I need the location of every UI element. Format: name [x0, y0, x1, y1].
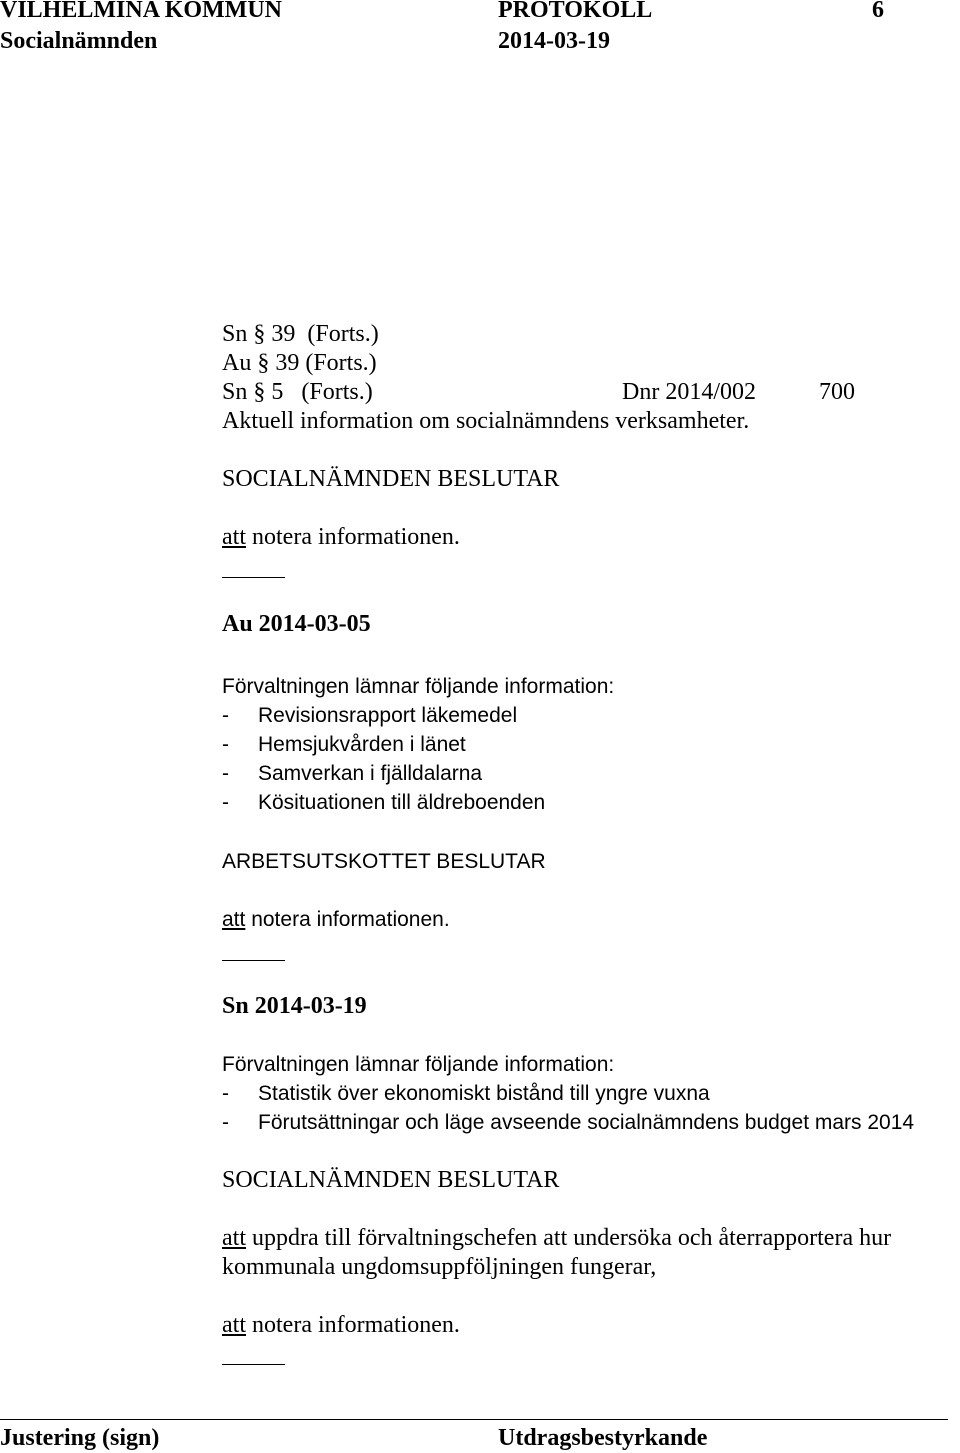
section-heading-sn: Sn 2014-03-19	[222, 993, 367, 1019]
section-symbol-icon: §	[253, 321, 266, 347]
list-item: - Samverkan i fjälldalarna	[222, 762, 483, 785]
list-item: - Revisionsrapport läkemedel	[222, 704, 518, 727]
decision-heading-1: SOCIALNÄMNDEN BESLUTAR	[222, 466, 560, 492]
footer-sign: Justering (sign)	[0, 1425, 160, 1451]
decision-sn-1: att uppdra till förvaltningschefen att undersöka och återrapportera hur	[222, 1225, 892, 1251]
divider	[222, 960, 285, 961]
decision-heading-sn: SOCIALNÄMNDEN BESLUTAR	[222, 1167, 560, 1193]
divider	[222, 1364, 285, 1365]
subject: Aktuell information om socialnämndens verksamheter.	[222, 408, 750, 434]
footer-rule	[0, 1419, 948, 1420]
decision-heading-au: ARBETSUTSKOTTET BESLUTAR	[222, 850, 546, 873]
decision-1: att notera informationen.	[222, 524, 460, 550]
list-item: - Hemsjukvården i länet	[222, 733, 466, 756]
divider	[222, 577, 285, 578]
footer-extract: Utdragsbestyrkande	[498, 1425, 708, 1451]
section-symbol-icon: §	[257, 350, 270, 376]
att-label: att	[222, 1225, 246, 1251]
att-label: att	[222, 1312, 246, 1338]
header-date: 2014-03-19	[498, 28, 610, 54]
list-item: - Statistik över ekonomiskt bistånd till yngre vuxna	[222, 1082, 710, 1105]
info-intro-au: Förvaltningen lämnar följande information:	[222, 675, 615, 698]
list-item: - Kösituationen till äldreboenden	[222, 791, 546, 814]
info-intro-sn: Förvaltningen lämnar följande information:	[222, 1053, 615, 1076]
decision-sn-2: att notera informationen.	[222, 1312, 460, 1338]
section-symbol-icon: §	[253, 379, 266, 405]
att-label: att	[222, 908, 246, 931]
att-label: att	[222, 524, 246, 550]
ref-line-3: Sn § 5 (Forts.)	[222, 379, 373, 405]
dnr-code: 700	[819, 379, 855, 405]
header-doc-type: PROTOKOLL	[498, 0, 653, 23]
list-item: - Förutsättningar och läge avseende socialnämndens budget mars 2014	[222, 1111, 915, 1134]
ref-line-2: Au § 39 (Forts.)	[222, 350, 377, 376]
section-heading-au: Au 2014-03-05	[222, 611, 371, 637]
ref-line-1: Sn § 39 (Forts.)	[222, 321, 379, 347]
decision-sn-1-continued: kommunala ungdomsuppföljningen fungerar,	[222, 1254, 657, 1280]
header-committee: Socialnämnden	[0, 28, 158, 54]
dnr: Dnr 2014/002	[622, 379, 756, 405]
header-org: VILHELMINA KOMMUN	[0, 0, 282, 23]
header-page-number: 6	[872, 0, 884, 23]
decision-au: att notera informationen.	[222, 908, 450, 931]
